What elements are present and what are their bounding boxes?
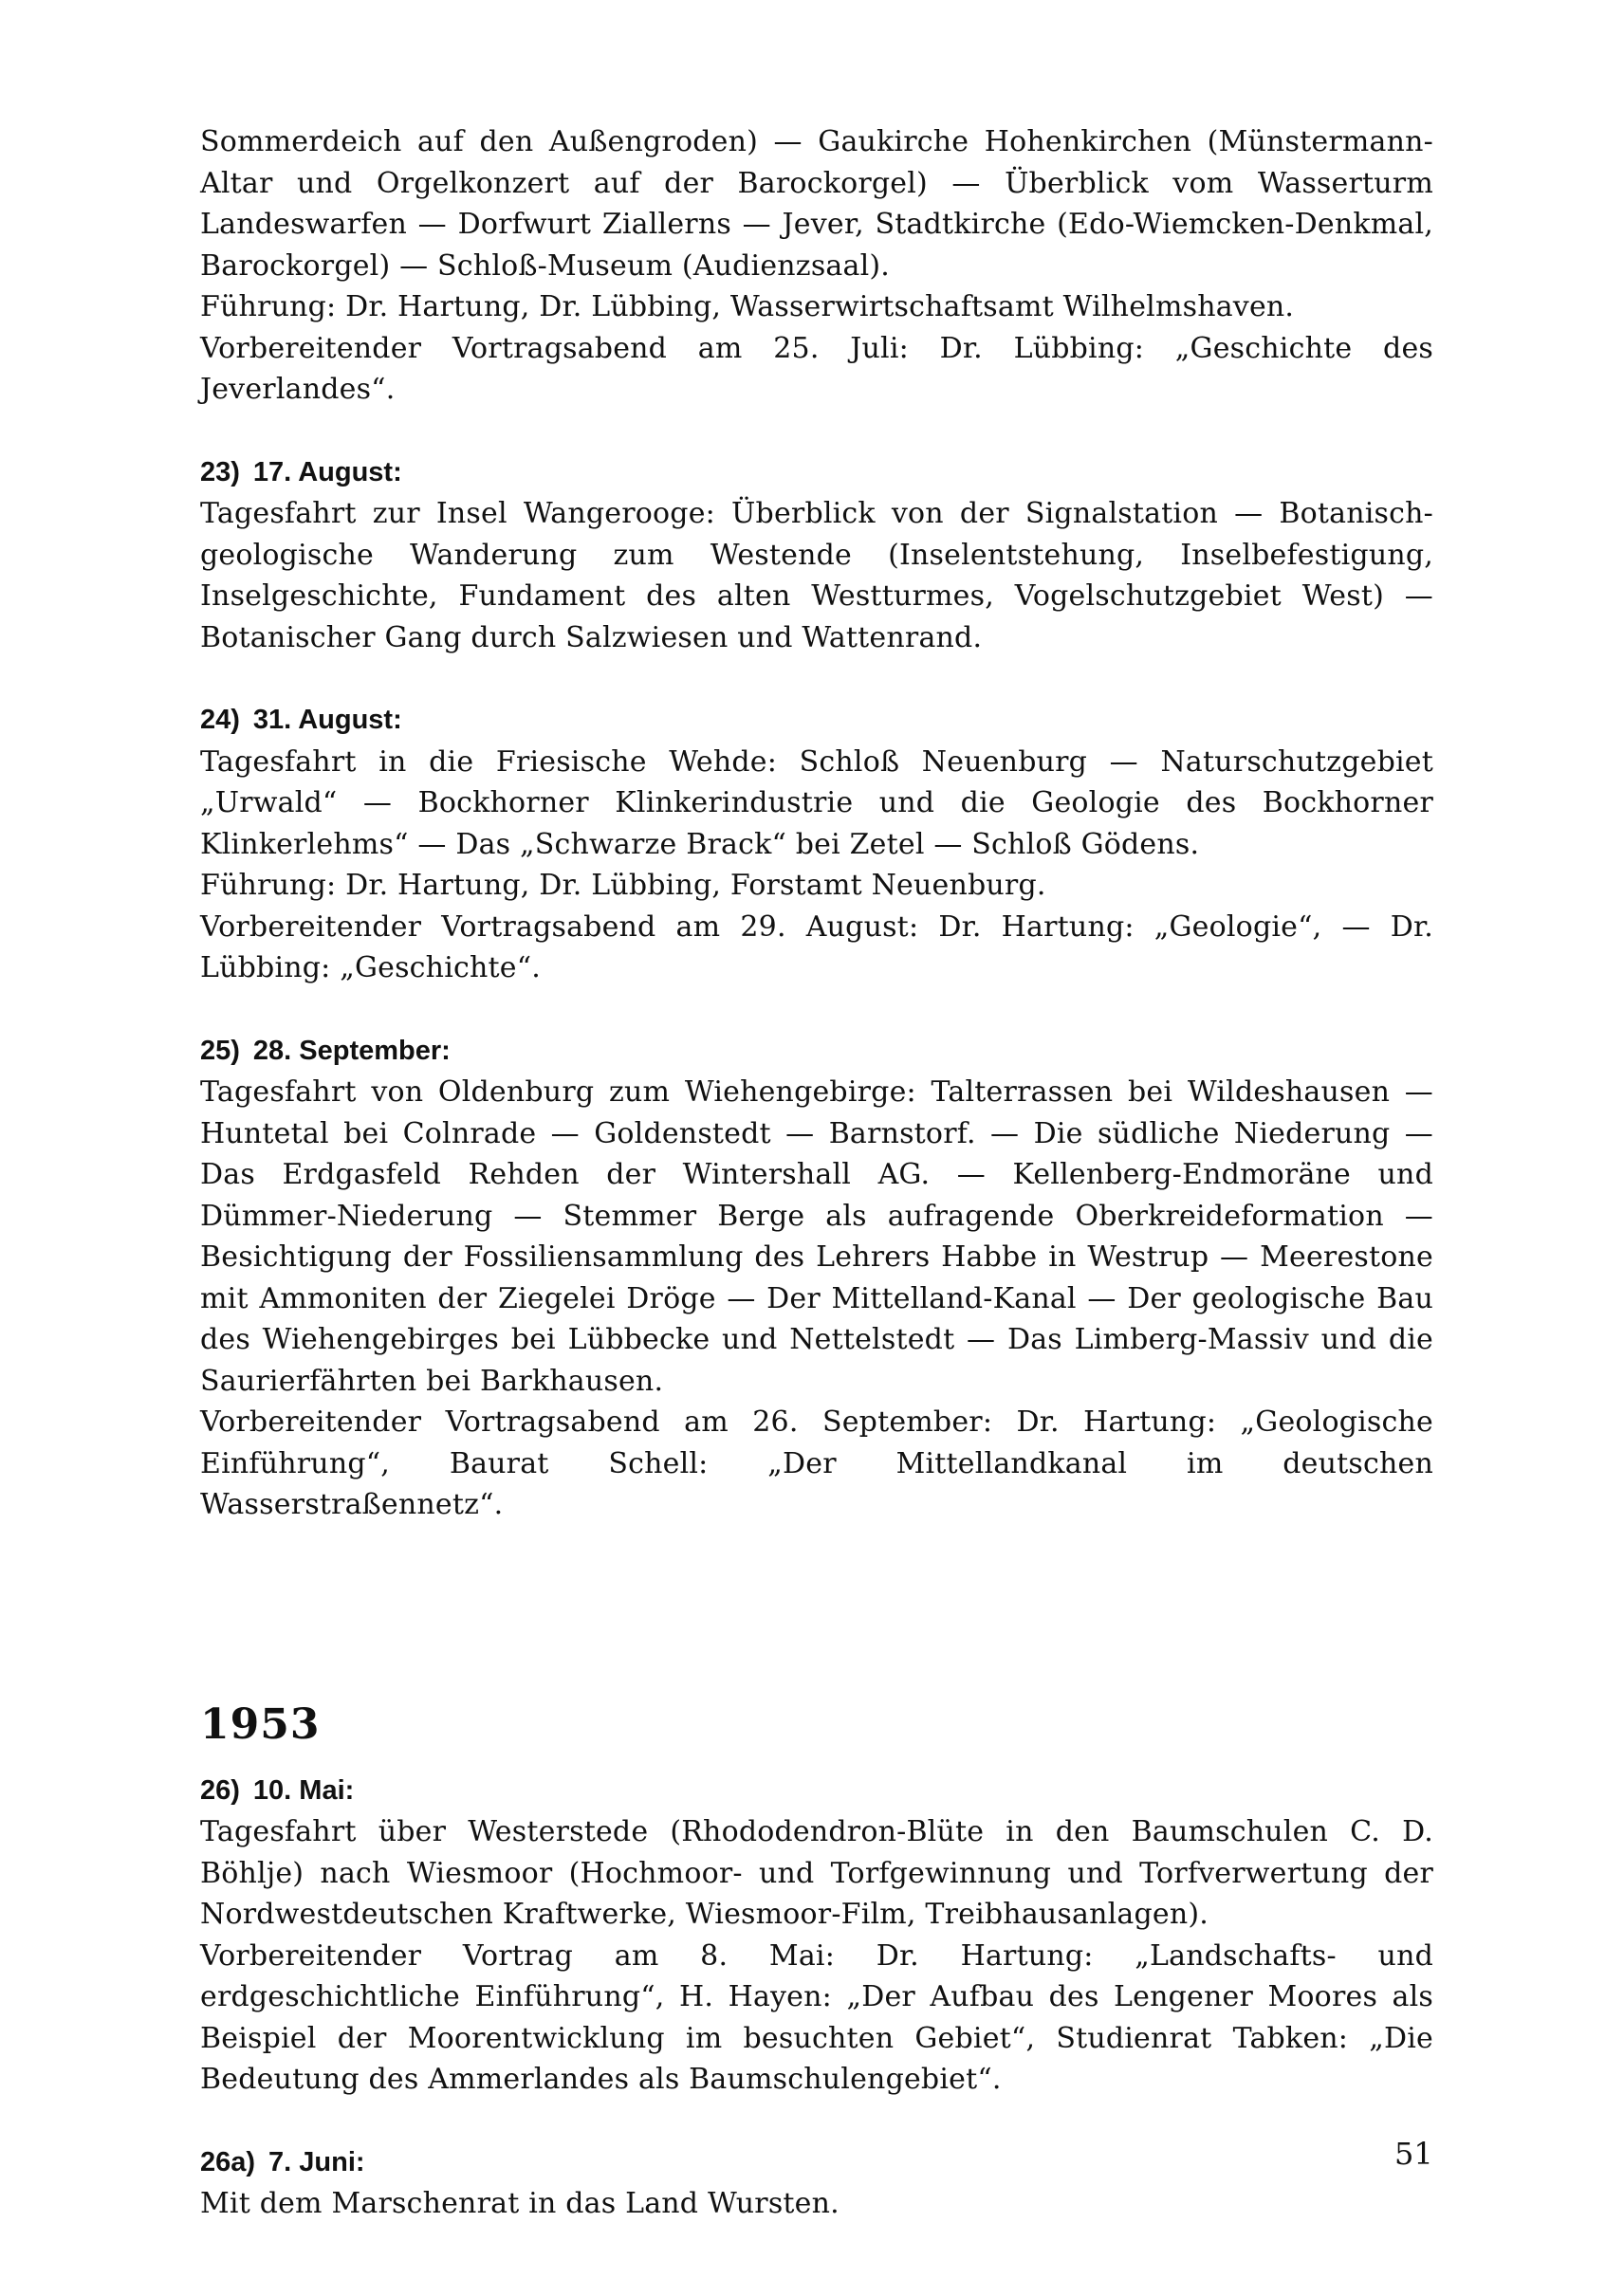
- entry-paragraph: Vorbereitender Vortragsabend am 29. August: Dr. Hartung: „Geologie“, — Dr. Lübbing: „Geschichte“.: [200, 909, 1433, 984]
- entry-number: 24): [200, 705, 240, 735]
- entry-24: [200, 700, 1433, 989]
- page-number: 51: [1394, 2136, 1433, 2172]
- entry-date: 28. September:: [252, 1035, 451, 1066]
- entry-25: [200, 1031, 1433, 1526]
- entry-number: 23): [200, 456, 240, 487]
- year-section-1953: [200, 1697, 1433, 2225]
- entry-heading: [200, 2142, 1433, 2184]
- entry-date: 10. Mai:: [252, 1774, 355, 1806]
- entry-heading: [200, 1031, 1433, 1073]
- entry-paragraph: Führung: Dr. Hartung, Dr. Lübbing, Forstamt Neuenburg.: [200, 869, 1046, 902]
- entry-date: 17. August:: [252, 456, 402, 487]
- entry-heading: [200, 1771, 1433, 1812]
- year-heading: 1953: [200, 1699, 321, 1749]
- entry-number: 25): [200, 1035, 240, 1066]
- intro-paragraph-2: Führung: Dr. Hartung, Dr. Lübbing, Wasserwirtschaftsamt Wilhelmshaven.: [200, 290, 1295, 323]
- intro-paragraph-3: Vorbereitender Vortragsabend am 25. Juli: Dr. Lübbing: „Geschichte des Jeverlandes“.: [200, 331, 1433, 406]
- entry-date: 31. August:: [252, 705, 402, 735]
- entry-number: 26a): [200, 2146, 256, 2177]
- entry-date: 7. Juni:: [268, 2146, 365, 2177]
- entry-paragraph: Vorbereitender Vortrag am 8. Mai: Dr. Hartung: „Landschafts- und erdgeschichtliche Einführung“, H. Hayen: „Der Aufbau des Lengener Moores als Beispiel der Moorentwicklung im besuchten Gebiet“, Studienrat Tabken: „Die Bedeutung des Ammerlandes als Baumschulengebiet“.: [200, 1938, 1433, 2096]
- entry-heading: [200, 700, 1433, 742]
- entry-number: 26): [200, 1774, 240, 1806]
- entry-26a: [200, 2142, 1433, 2225]
- entry-paragraph: Tagesfahrt zur Insel Wangerooge: Überblick von der Signalstation — Botanisch-geologische Wanderung zum Westende (Inselentstehung, Inselbefestigung, Inselgeschichte, Fundament des alten Westturmes, Vogelschutzgebiet West) — Botanischer Gang durch Salzwiesen und Wattenrand.: [200, 497, 1433, 654]
- entry-paragraph: Mit dem Marschenrat in das Land Wursten.: [200, 2187, 840, 2220]
- entry-paragraph: Tagesfahrt über Westerstede (Rhododendron-Blüte in den Baumschulen C. D. Böhlje) nach Wiesmoor (Hochmoor- und Torfgewinnung und Torfverwertung der Nordwestdeutschen Kraftwerke, Wiesmoor-Film, Treibhausanlagen).: [200, 1815, 1433, 1931]
- document-page: [200, 121, 1433, 2225]
- entry-26: [200, 1771, 1433, 2101]
- intro-continuation: [200, 121, 1433, 411]
- entry-23: [200, 452, 1433, 659]
- entry-heading: [200, 452, 1433, 494]
- entry-paragraph: Vorbereitender Vortragsabend am 26. September: Dr. Hartung: „Geologische Einführung“, Baurat Schell: „Der Mittellandkanal im deutschen Wasserstraßennetz“.: [200, 1405, 1433, 1521]
- entry-paragraph: Tagesfahrt von Oldenburg zum Wiehengebirge: Talterrassen bei Wildeshausen — Huntetal bei Colnrade — Goldenstedt — Barnstorf. — Die südliche Niederung — Das Erdgasfeld Rehden der Wintershall AG. — Kellenberg-Endmoräne und Dümmer-Niederung — Stemmer Berge als aufragende Oberkreideformation — Besichtigung der Fossiliensammlung des Lehrers Habbe in Westrup — Meerestone mit Ammoniten der Ziegelei Dröge — Der Mittelland-Kanal — Der geologische Bau des Wiehengebirges bei Lübbecke und Nettelstedt — Das Limberg-Massiv und die Saurierfährten bei Barkhausen.: [200, 1075, 1433, 1398]
- entry-paragraph: Tagesfahrt in die Friesische Wehde: Schloß Neuenburg — Naturschutzgebiet „Urwald“ — Bockhorner Klinkerindustrie und die Geologie des Bockhorner Klinkerlehms“ — Das „Schwarze Brack“ bei Zetel — Schloß Gödens.: [200, 744, 1433, 861]
- intro-paragraph-1: Sommerdeich auf den Außengroden) — Gaukirche Hohenkirchen (Münstermann-Altar und Orgelkonzert auf der Barockorgel) — Überblick vom Wasserturm Landeswarfen — Dorfwurt Ziallerns — Jever, Stadtkirche (Edo-Wiemcken-Denkmal, Barockorgel) — Schloß-Museum (Audienzsaal).: [200, 125, 1433, 283]
